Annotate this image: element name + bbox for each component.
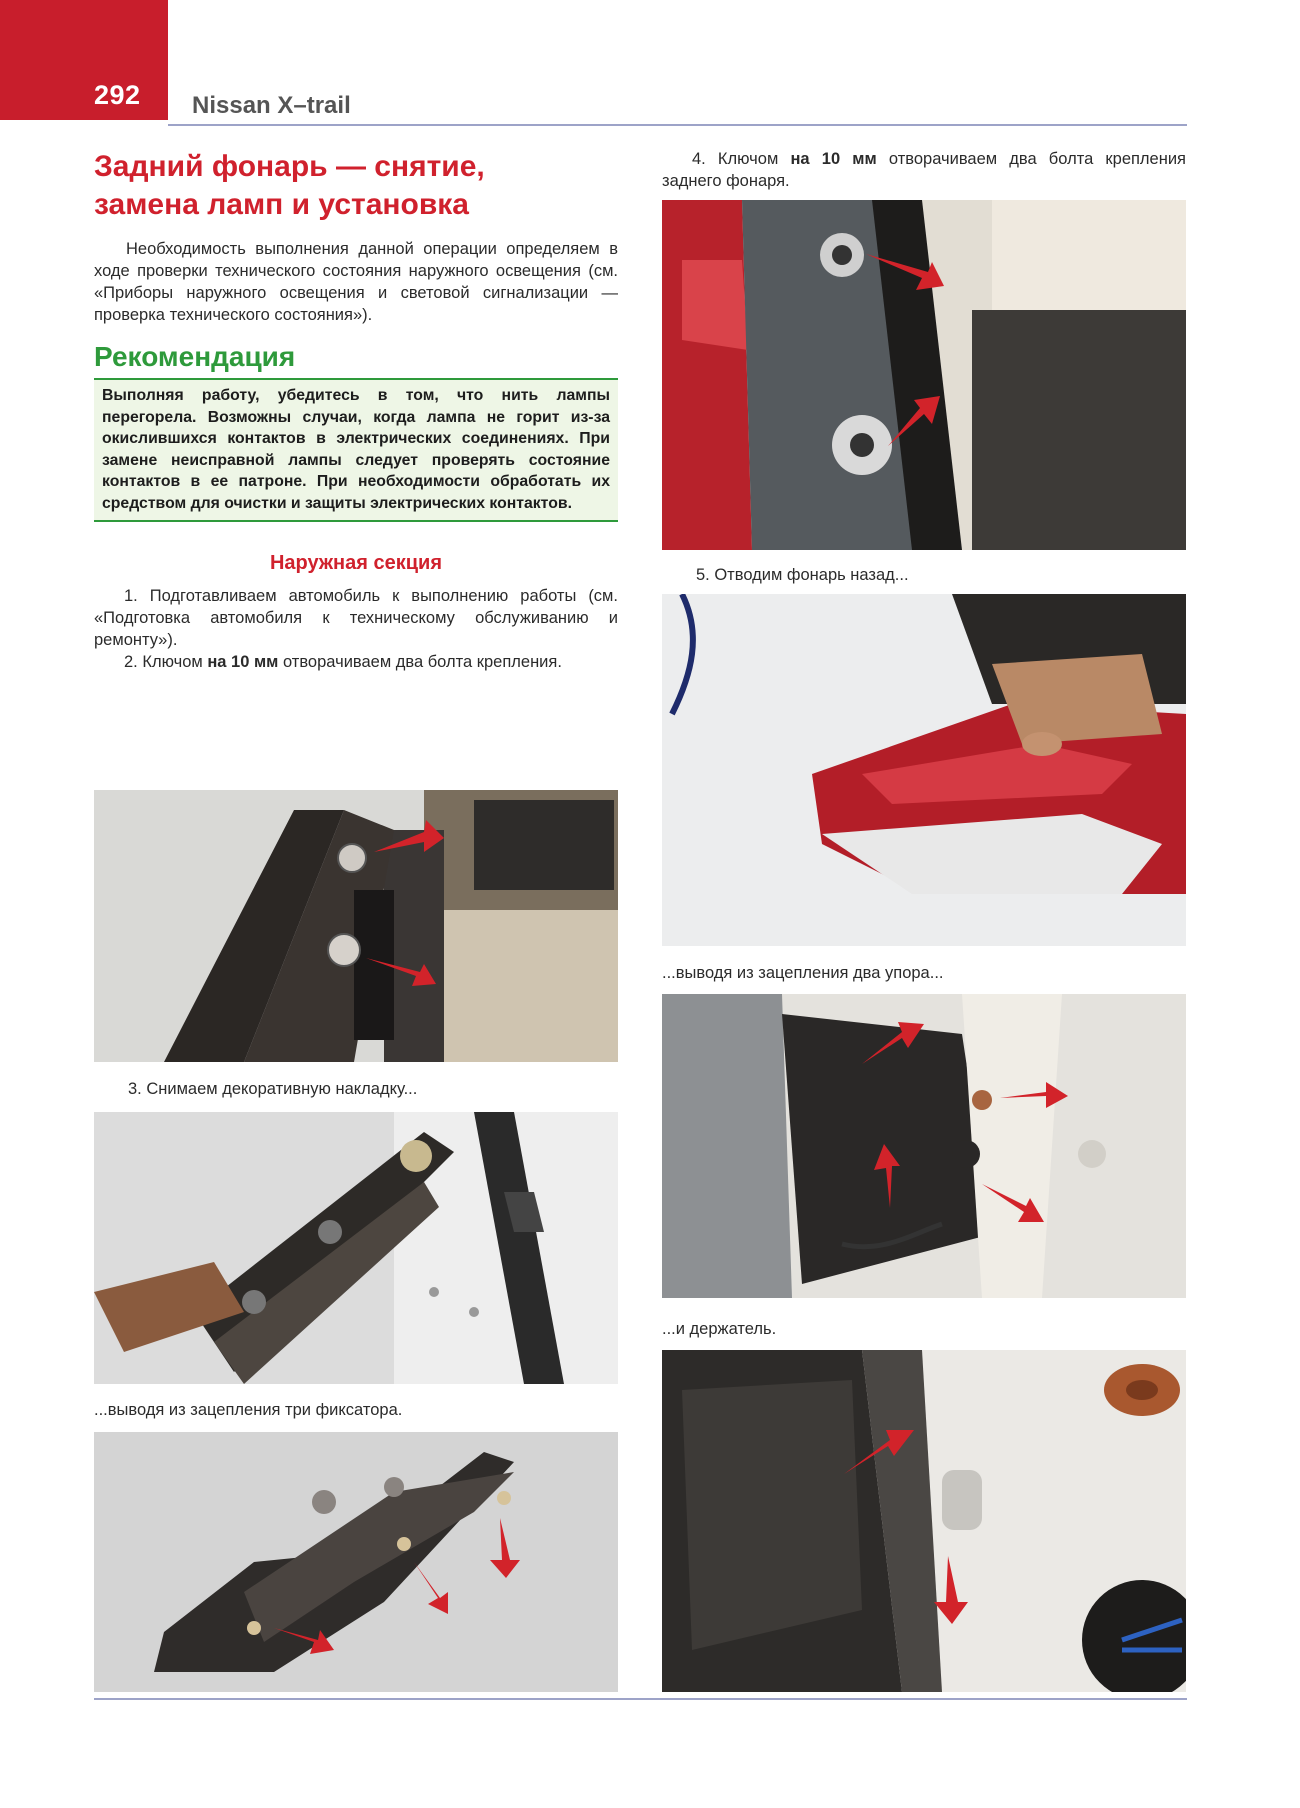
- photo-trim-bolts: [94, 790, 618, 1062]
- photo-lamp-pull: [662, 594, 1186, 946]
- step-5-continued-caption-2: ...и держатель.: [662, 1320, 777, 1338]
- step-2-text-a: 2. Ключом: [124, 653, 208, 671]
- step-2: [94, 651, 618, 673]
- right-column: [662, 148, 1186, 192]
- photo-trim-clips: [94, 1432, 618, 1692]
- step-3-caption: 3. Снимаем декоративную накладку...: [128, 1080, 418, 1098]
- step-4-text-b: отворачиваем два болта крепления заднего фонаря.: [662, 150, 1186, 190]
- step-5-caption: 5. Отводим фонарь назад...: [696, 566, 909, 584]
- step-3-continued-caption: ...выводя из зацепления три фиксатора.: [94, 1401, 403, 1419]
- section-title: Наружная секция: [269, 552, 442, 574]
- recommendation-box: [94, 378, 618, 522]
- photo-lamp-stops: [662, 994, 1186, 1298]
- intro-paragraph: Необходимость выполнения данной операции определяем в ходе проверки технического состояния наружного освещения (см. «Приборы наружного освещения и световой сигнализации — проверка технического состояния»).: [94, 240, 618, 324]
- photo-lamp-bolts: [662, 200, 1186, 550]
- recommendation-text: Выполняя работу, убедитесь в том, что нить лампы перегорела. Возможны случаи, когда лампа не горит из-за окислившихся контактов в электрических соединениях. При замене неисправной лампы следует проверять состояние контактов в ее патроне. При необходимости обработать их средством для очистки и защиты электрических контактов.: [102, 387, 610, 512]
- article-title-line-2: замена ламп и установка: [94, 188, 469, 221]
- step-2-text-b: отворачиваем два болта крепления.: [278, 653, 562, 671]
- step-5-continued-caption-1: ...выводя из зацепления два упора...: [662, 964, 944, 982]
- footer-rule: [94, 1698, 1187, 1700]
- photo-trim-removal: [94, 1112, 618, 1384]
- header-rule: [168, 124, 1187, 126]
- book-title: Nissan X–trail: [192, 92, 351, 119]
- step-4-text-a: 4. Ключом: [692, 150, 791, 168]
- left-column: [94, 148, 618, 673]
- article-title-line-1: Задний фонарь — снятие,: [94, 150, 485, 183]
- photo-lamp-holder: [662, 1350, 1186, 1692]
- page-number: 292: [94, 80, 141, 110]
- step-4: [662, 148, 1186, 192]
- page-number-tab: [0, 0, 168, 120]
- recommendation-title: Рекомендация: [94, 341, 296, 372]
- step-2-wrench-size: на 10 мм: [207, 653, 279, 671]
- step-4-wrench-size: на 10 мм: [790, 150, 877, 168]
- step-1: 1. Подготавливаем автомобиль к выполнению работы (см. «Подготовка автомобиля к техническому обслуживанию и ремонту»).: [94, 587, 618, 649]
- article-title: [94, 148, 618, 224]
